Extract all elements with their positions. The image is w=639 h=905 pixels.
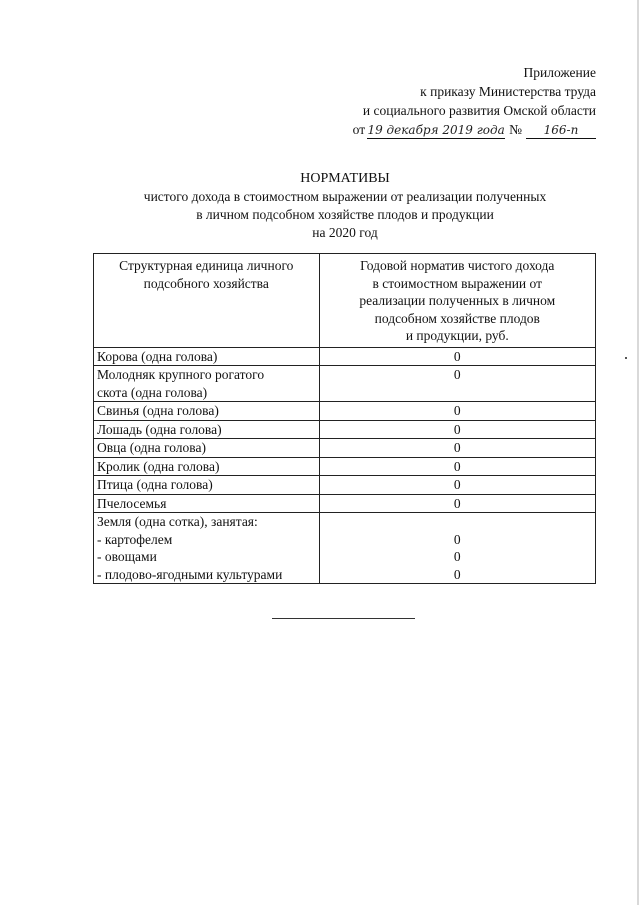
land-labels [94,513,320,584]
title-year: на 2020 год [312,225,378,240]
land-item-vegetables: - овощами [97,549,157,564]
signature-line [353,120,596,139]
scan-speck [625,357,627,359]
table-row [94,476,596,495]
table-row-land [94,513,596,584]
header-unit: Структурная единица личного подсобного хозяйства [94,254,320,348]
land-value-fruit: 0 [453,566,461,582]
ministry-name: и социального развития Омской области [362,103,596,118]
land-value-potato: 0 [453,531,461,547]
from-label: от [352,122,366,137]
handwritten-number: 166-п [526,122,596,139]
document-title [60,170,630,242]
row-label: Пчелосемья [94,494,320,513]
row-value: 0 [319,347,595,366]
row-value: 0 [319,476,595,495]
number-label: № [509,122,522,137]
row-value: 0 [319,457,595,476]
norms-table [93,253,596,584]
order-reference: к приказу Министерства труда [420,84,596,99]
row-value: 0 [319,494,595,513]
row-label: Свинья (одна голова) [94,402,320,421]
row-value: 0 [319,402,595,421]
footer-divider [272,618,415,619]
appendix-header [353,63,596,139]
table-row [94,366,596,402]
title-line-1: чистого дохода в стоимостном выражении от реализации полученных [143,189,547,204]
row-value: 0 [319,420,595,439]
land-title: Земля (одна сотка), занятая: [97,514,258,529]
row-label: Овца (одна голова) [94,439,320,458]
table-header-row [94,254,596,348]
appendix-label: Приложение [523,65,596,80]
land-value-vegetables: 0 [453,549,461,564]
row-label: Корова (одна голова) [94,347,320,366]
table-row [94,457,596,476]
row-value: 0 [319,439,595,458]
header-norm: Годовой норматив чистого дохода в стоимостном выражении от реализации полученных в личном подсобном хозяйстве плодов и продукции, руб. [319,254,595,348]
title-line-2: в личном подсобном хозяйстве плодов и продукции [196,207,494,222]
land-item-fruit: - плодово-ягодными культурами [97,566,283,582]
table-row [94,439,596,458]
land-values [319,513,595,584]
table-row [94,420,596,439]
row-label: Лошадь (одна голова) [94,420,320,439]
table-row [94,402,596,421]
table-row [94,494,596,513]
land-item-potato: - картофелем [97,531,173,547]
row-label: Кролик (одна голова) [94,457,320,476]
handwritten-date: 19 декабря 2019 года [367,123,505,137]
row-label: Птица (одна голова) [94,476,320,495]
table-row [94,347,596,366]
row-value: 0 [319,366,595,402]
title-heading: НОРМАТИВЫ [300,171,390,186]
row-label: Молодняк крупного рогатого скота (одна голова) [94,366,320,402]
